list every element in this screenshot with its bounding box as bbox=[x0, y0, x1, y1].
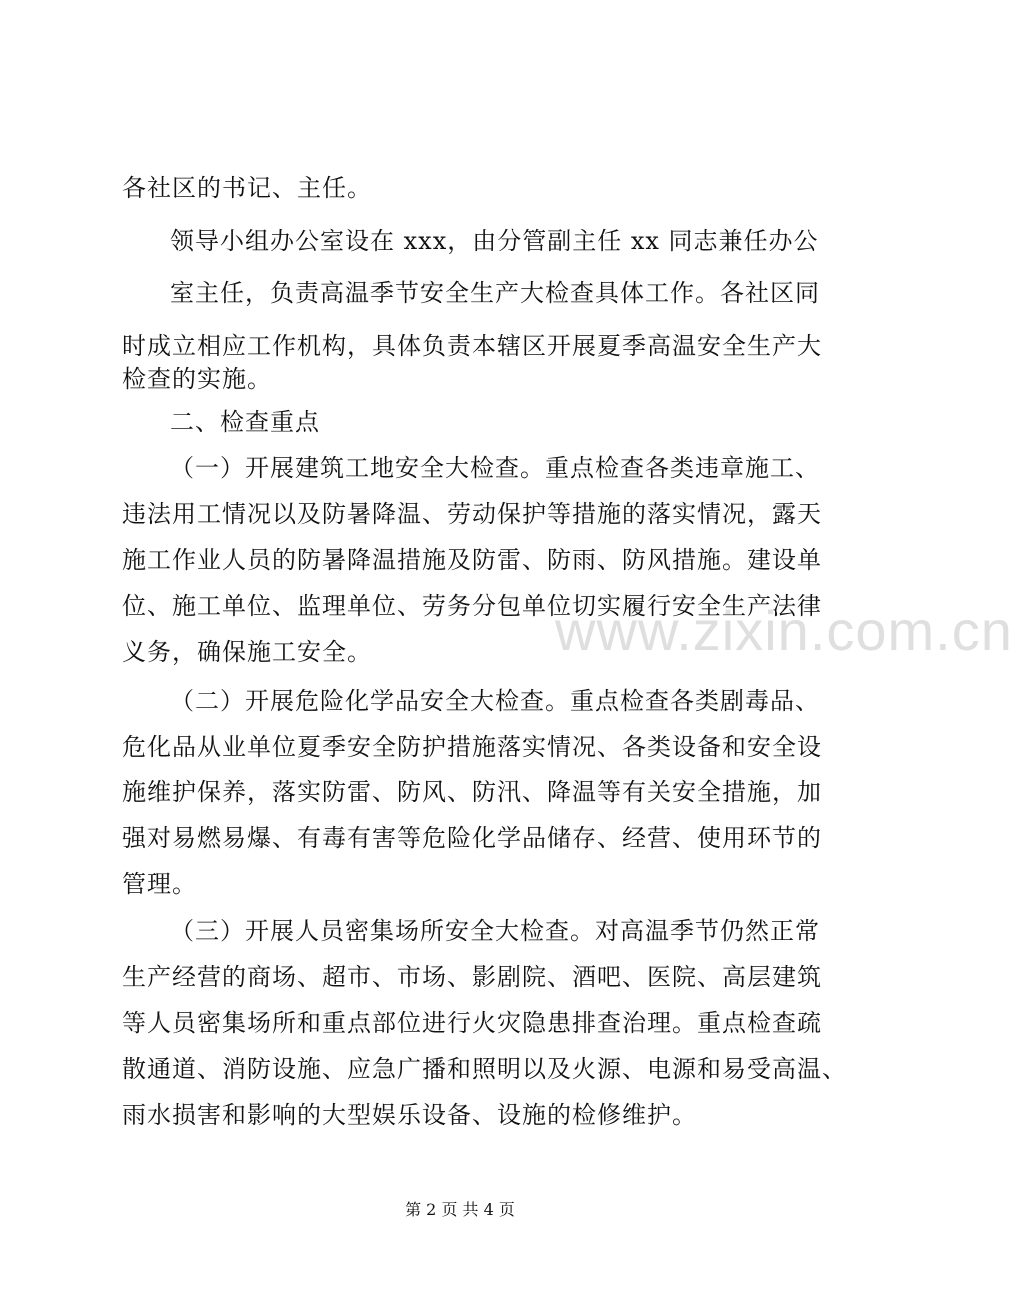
body-line: 位、施工单位、监理单位、劳务分包单位切实履行安全生产法律 bbox=[122, 592, 822, 620]
body-line: 检查的实施。 bbox=[122, 365, 272, 393]
body-line: 时成立相应工作机构，具体负责本辖区开展夏季高温安全生产大 bbox=[122, 332, 822, 360]
body-line: 义务，确保施工安全。 bbox=[122, 638, 372, 666]
body-line: 生产经营的商场、超市、市场、影剧院、酒吧、医院、高层建筑 bbox=[122, 963, 822, 991]
watermark: www.zixin.com.cn bbox=[555, 599, 1013, 662]
body-line: 室主任，负责高温季节安全生产大检查具体工作。各社区同 bbox=[170, 279, 820, 307]
body-line: （二）开展危险化学品安全大检查。重点检查各类剧毒品、 bbox=[170, 687, 820, 715]
body-line: 施维护保养，落实防雷、防风、防汛、降温等有关安全措施，加 bbox=[122, 778, 822, 806]
body-line: 强对易燃易爆、有毒有害等危险化学品储存、经营、使用环节的 bbox=[122, 824, 822, 852]
body-line: 危化品从业单位夏季安全防护措施落实情况、各类设备和安全设 bbox=[122, 733, 822, 761]
body-line: 管理。 bbox=[122, 870, 197, 898]
section-heading: 二、检查重点 bbox=[170, 408, 320, 436]
body-line: 散通道、消防设施、应急广播和照明以及火源、电源和易受高温、 bbox=[122, 1055, 847, 1083]
body-line: （一）开展建筑工地安全大检查。重点检查各类违章施工、 bbox=[170, 454, 820, 482]
body-line: （三）开展人员密集场所安全大检查。对高温季节仍然正常 bbox=[170, 917, 820, 945]
body-line: 雨水损害和影响的大型娱乐设备、设施的检修维护。 bbox=[122, 1101, 697, 1129]
body-line: 等人员密集场所和重点部位进行火灾隐患排查治理。重点检查疏 bbox=[122, 1009, 822, 1037]
body-line: 各社区的书记、主任。 bbox=[122, 174, 372, 202]
body-line: 违法用工情况以及防暑降温、劳动保护等措施的落实情况，露天 bbox=[122, 500, 822, 528]
page-footer: 第 2 页 共 4 页 bbox=[405, 1200, 515, 1219]
body-line: 领导小组办公室设在 xxx，由分管副主任 xx 同志兼任办公 bbox=[170, 227, 819, 255]
body-line: 施工作业人员的防暑降温措施及防雷、防雨、防风措施。建设单 bbox=[122, 546, 822, 574]
